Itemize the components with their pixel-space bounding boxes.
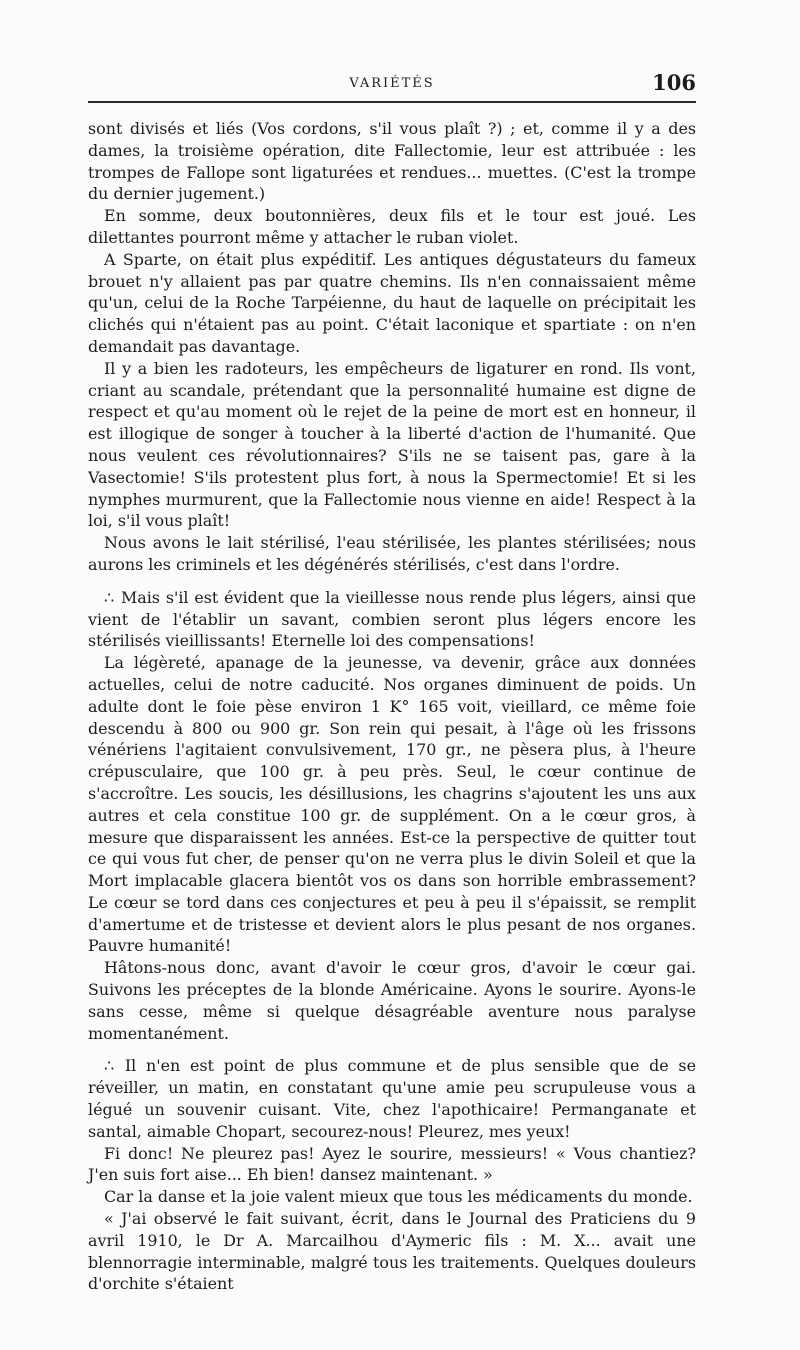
paragraph: En somme, deux boutonnières, deux fils et le tour est joué. Les dilettantes pourront même y attacher le ruban violet. [88, 206, 696, 247]
asterism-mark: ∴ [104, 587, 116, 607]
paragraph: Hâtons-nous donc, avant d'avoir le cœur gros, d'avoir le cœur gai. Suivons les préceptes de la blonde Américaine. Ayons le sourire. Ayons-le sans cesse, même si quelque désagréable aventure nous paralyse momentanément. [88, 958, 696, 1043]
asterism-mark: ∴ [104, 1056, 116, 1076]
header-rule [88, 101, 696, 103]
paragraph: ∴ Mais s'il est évident que la vieillesse nous rende plus légers, ainsi que vient de l'établir un savant, combien seront plus légers encore les stérilisés vieillissants! Eternelle loi des compensations! [88, 587, 696, 651]
body-text [88, 118, 696, 1295]
page-header [88, 70, 696, 96]
paragraph: Car la danse et la joie valent mieux que tous les médicaments du monde. [104, 1187, 693, 1207]
page-number: 106 [652, 70, 696, 95]
paragraph: Il y a bien les radoteurs, les empêcheurs de ligaturer en rond. Ils vont, criant au scandale, prétendant que la personnalité humaine est digne de respect et qu'au moment où le rejet de la peine de mort est en honneur, il est illogique de songer à toucher à la liberté d'action de l'humanité. Que nous veulent ces révolutionnaires? S'ils ne se taisent pas, gare à la Vasectomie! S'ils protestent plus fort, à nous la Spermectomie! Et si les nymphes murmurent, que la Fallectomie nous vienne en aide! Respect à la loi, s'il vous plaît! [88, 358, 696, 531]
paragraph: La légèreté, apanage de la jeunesse, va devenir, grâce aux données actuelles, celui de notre caducité. Nos organes diminuent de poids. Un adulte dont le foie pèse environ 1 K° 165 voit, vieillard, ce même foie descendu à 800 ou 900 gr. Son rein qui pesait, à l'âge où les frissons vénériens l'agitaient convulsivement, 170 gr., ne pèsera plus, à l'heure crépusculaire, que 100 gr. à peu près. Seul, le cœur continue de s'accroître. Les soucis, les désillusions, les chagrins s'ajoutent les uns aux autres et cela constitue 100 gr. de supplément. On a le cœur gros, à mesure que disparaissent les années. Est-ce la perspective de quitter tout ce qui vous fut cher, de penser qu'on ne verra plus le divin Soleil et que la Mort implacable glacera bientôt vos os dans son horrible embrassement? Le cœur se tord dans ces conjectures et peu à peu il s'épaissit, se remplit d'amertume et de tristesse et devient alors le plus pesant de nos organes. Pauvre humanité! [88, 653, 696, 956]
running-title: VARIÉTÉS [349, 76, 435, 91]
paragraph: ∴ Il n'en est point de plus commune et de plus sensible que de se réveiller, un matin, en constatant qu'une amie peu scrupuleuse vous a légué un souvenir cuisant. Vite, chez l'apothicaire! Permanganate et santal, aimable Chopart, secourez-nous! Pleurez, mes yeux! [88, 1056, 696, 1141]
paragraph: « J'ai observé le fait suivant, écrit, dans le Journal des Praticiens du 9 avril 1910, le Dr A. Marcailhou d'Aymeric fils : M. X... avait une blennorragie interminable, malgré tous les traitements. Quelques douleurs d'orchite s'étaient [88, 1209, 696, 1294]
paragraph: sont divisés et liés (Vos cordons, s'il vous plaît ?) ; et, comme il y a des dames, la troisième opération, dite Fallectomie, leur est attribuée : les trompes de Fallope sont ligaturées et rendues... muettes. (C'est la trompe du dernier jugement.) [88, 119, 696, 204]
paragraph: Fi donc! Ne pleurez pas! Ayez le sourire, messieurs! « Vous chantiez? J'en suis fort aise... Eh bien! dansez maintenant. » [88, 1143, 696, 1185]
paragraph: Nous avons le lait stérilisé, l'eau stérilisée, les plantes stérilisées; nous aurons les criminels et les dégénérés stérilisés, c'est dans l'ordre. [88, 533, 696, 574]
paragraph: A Sparte, on était plus expéditif. Les antiques dégustateurs du fameux brouet n'y allaient pas par quatre chemins. Ils n'en connaissaient même qu'un, celui de la Roche Tarpéienne, du haut de laquelle on précipitait les clichés qui n'étaient pas au point. C'était laconique et spartiate : on n'en demandait pas davantage. [88, 249, 696, 356]
